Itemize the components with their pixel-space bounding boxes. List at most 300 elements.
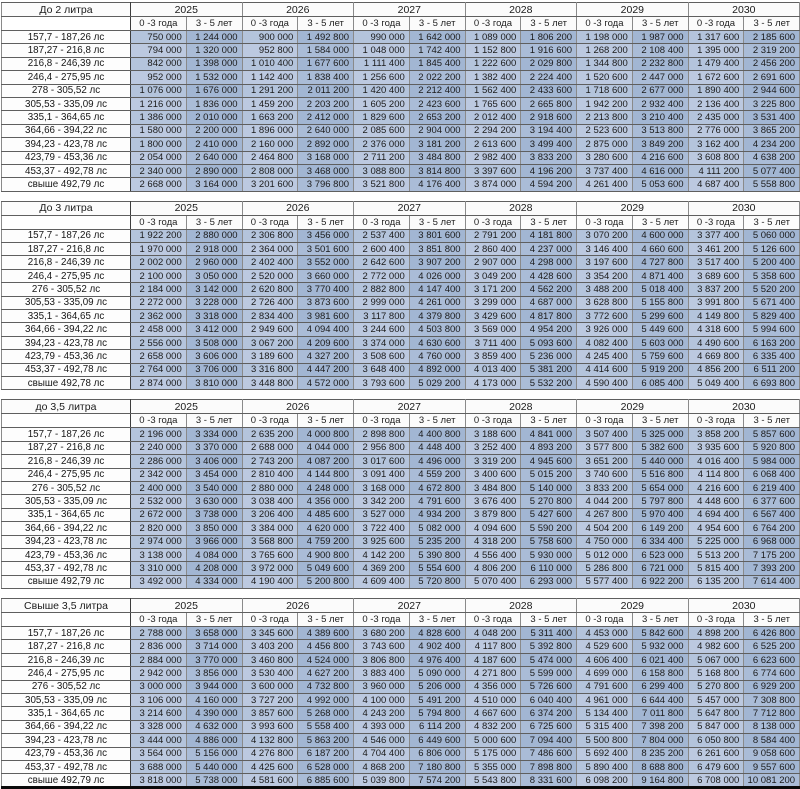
fee-cell: 5 206 000: [409, 680, 465, 693]
fee-cell: 4 453 000: [577, 627, 633, 640]
power-range-label: 335,1 - 364,65 лс: [2, 310, 131, 323]
table-row: [2, 468, 800, 481]
fee-cell: 4 727 800: [632, 256, 688, 269]
fee-cell: 5 932 000: [632, 640, 688, 653]
fee-cell: 2 672 000: [131, 508, 187, 521]
power-range-label: 453,37 - 492,78 лс: [2, 363, 131, 376]
age-header: 0 -3 года: [242, 414, 298, 428]
fee-cell: 4 327 200: [298, 350, 354, 363]
fee-cell: 2 306 800: [242, 229, 298, 242]
fee-cell: 1 111 400: [354, 57, 410, 70]
year-header: 2025: [131, 599, 243, 613]
table-row: [2, 323, 800, 336]
fee-cell: 4 318 600: [688, 323, 744, 336]
fee-cell: 5 225 000: [688, 535, 744, 548]
age-header: 0 -3 года: [242, 17, 298, 31]
fee-cell: 2 100 000: [131, 269, 187, 282]
fee-cell: 3 648 400: [354, 363, 410, 376]
fee-cell: 2 029 800: [521, 57, 577, 70]
table-row: [2, 734, 800, 747]
fee-cell: 2 232 800: [632, 57, 688, 70]
fee-cell: 5 156 000: [186, 747, 242, 760]
fee-cell: 4 414 600: [577, 363, 633, 376]
fee-cell: 7 486 600: [521, 747, 577, 760]
fee-cell: 3 856 000: [186, 667, 242, 680]
table-row: [2, 667, 800, 680]
fee-cell: 5 890 400: [577, 760, 633, 773]
fee-cell: 3 857 600: [242, 707, 298, 720]
fee-cell: 3 600 000: [242, 680, 298, 693]
fee-cell: 4 667 600: [465, 707, 521, 720]
fee-cell: 2 613 600: [465, 138, 521, 151]
fee-cell: 750 000: [131, 31, 187, 44]
age-header: 3 - 5 лет: [521, 414, 577, 428]
fee-cell: 3 711 400: [465, 336, 521, 349]
fee-cell: 4 546 000: [354, 734, 410, 747]
fee-cell: 4 660 600: [632, 243, 688, 256]
fee-cell: 4 606 400: [577, 653, 633, 666]
fee-cell: 3 960 000: [354, 680, 410, 693]
fee-cell: 5 049 600: [298, 562, 354, 575]
year-header: 2028: [465, 599, 577, 613]
year-header: 2028: [465, 400, 577, 414]
fee-cell: 4 828 600: [409, 627, 465, 640]
age-header: 0 -3 года: [465, 613, 521, 627]
table-row: [2, 774, 800, 787]
fee-cell: 2 447 000: [632, 71, 688, 84]
fee-cell: 7 175 200: [744, 548, 800, 561]
fee-cell: 4 510 000: [465, 694, 521, 707]
fee-cell: 5 994 600: [744, 323, 800, 336]
table-row: [2, 164, 800, 177]
fee-cell: 5 200 800: [298, 575, 354, 588]
fee-cell: 4 356 000: [298, 495, 354, 508]
table-row: [2, 310, 800, 323]
fee-cell: 3 252 400: [465, 441, 521, 454]
fee-cell: 4 759 200: [298, 535, 354, 548]
fee-cell: 6 479 600: [688, 760, 744, 773]
fee-cell: 4 760 000: [409, 350, 465, 363]
fee-cell: 2 874 000: [131, 376, 187, 389]
fee-cell: 4 245 400: [577, 350, 633, 363]
fee-cell: 5 654 000: [632, 481, 688, 494]
fee-cell: 4 082 400: [577, 336, 633, 349]
fee-cell: 3 484 800: [465, 481, 521, 494]
fee-table-section-3: [1, 399, 800, 589]
power-range-label: 305,53 - 335,09 лс: [2, 97, 131, 110]
fee-cell: 6 158 800: [632, 667, 688, 680]
fee-cell: 3 530 400: [242, 667, 298, 680]
fee-cell: 6 528 000: [298, 760, 354, 773]
power-range-label: 187,27 - 216,8 лс: [2, 243, 131, 256]
fee-cell: 5 577 400: [577, 575, 633, 588]
fee-cell: 3 492 000: [131, 575, 187, 588]
age-header: 0 -3 года: [354, 613, 410, 627]
fee-cell: 1 152 800: [465, 44, 521, 57]
fee-cell: 7 094 400: [521, 734, 577, 747]
fee-cell: 5 815 400: [688, 562, 744, 575]
year-header: 2030: [688, 400, 800, 414]
fee-cell: 5 930 000: [521, 548, 577, 561]
fee-cell: 4 590 400: [577, 376, 633, 389]
fee-cell: 7 393 200: [744, 562, 800, 575]
fee-cell: 4 687 000: [521, 296, 577, 309]
fee-cell: 6 021 400: [632, 653, 688, 666]
fee-table-section-4: [1, 598, 800, 789]
fee-cell: 4 084 000: [186, 548, 242, 561]
fee-cell: 4 160 000: [186, 694, 242, 707]
fee-cell: 6 725 600: [521, 720, 577, 733]
fee-cell: 1 718 600: [577, 84, 633, 97]
fee-cell: 4 190 400: [242, 575, 298, 588]
fee-cell: 1 584 000: [298, 44, 354, 57]
fee-cell: 8 235 200: [632, 747, 688, 760]
fee-cell: 3 727 200: [242, 694, 298, 707]
fee-cell: 2 882 800: [354, 283, 410, 296]
year-header: 2029: [577, 599, 689, 613]
fee-cell: 4 886 000: [186, 734, 242, 747]
fee-cell: 3 850 000: [186, 522, 242, 535]
fee-cell: 2 400 000: [131, 481, 187, 494]
fee-cell: 3 676 400: [465, 495, 521, 508]
fee-cell: 9 058 600: [744, 747, 800, 760]
fee-cell: 6 293 000: [521, 575, 577, 588]
fee-cell: 4 149 800: [688, 310, 744, 323]
fee-cell: 2 362 000: [131, 310, 187, 323]
fee-cell: 4 044 200: [577, 495, 633, 508]
fee-cell: 4 694 400: [688, 508, 744, 521]
fee-cell: 4 298 000: [521, 256, 577, 269]
fee-cell: 2 600 400: [354, 243, 410, 256]
fee-cell: 3 628 800: [577, 296, 633, 309]
fee-cell: 6 050 800: [688, 734, 744, 747]
fee-cell: 2 203 200: [298, 97, 354, 110]
fee-cell: 2 640 000: [186, 151, 242, 164]
fee-cell: 4 216 600: [632, 151, 688, 164]
fee-cell: 5 759 600: [632, 350, 688, 363]
table-row: [2, 747, 800, 760]
fee-cell: 2 224 400: [521, 71, 577, 84]
fee-cell: 3 171 200: [465, 283, 521, 296]
year-header: 2025: [131, 3, 243, 17]
power-range-label: 246,4 - 275,95 лс: [2, 71, 131, 84]
fee-cell: 1 677 600: [298, 57, 354, 70]
year-header: 2029: [577, 400, 689, 414]
age-header: 0 -3 года: [131, 613, 187, 627]
fee-cell: 3 448 800: [242, 376, 298, 389]
fee-cell: 2 668 000: [131, 178, 187, 191]
fee-cell: 1 845 400: [409, 57, 465, 70]
fee-cell: 4 448 600: [688, 495, 744, 508]
fee-cell: 4 490 600: [688, 336, 744, 349]
fee-cell: 4 600 000: [632, 229, 688, 242]
fee-cell: 4 013 400: [465, 363, 521, 376]
section-title: До 2 литра: [2, 3, 131, 17]
fee-cell: 2 932 400: [632, 97, 688, 110]
fee-cell: 4 425 600: [242, 760, 298, 773]
table-row: [2, 269, 800, 282]
year-header: 2026: [242, 599, 354, 613]
fee-cell: 3 521 800: [354, 178, 410, 191]
fee-cell: 6 721 000: [632, 562, 688, 575]
fee-cell: 4 485 600: [298, 508, 354, 521]
fee-cell: 6 929 200: [744, 680, 800, 693]
age-header: 0 -3 года: [688, 414, 744, 428]
fee-cell: 5 355 000: [465, 760, 521, 773]
fee-cell: 3 743 600: [354, 640, 410, 653]
fee-cell: 4 954 200: [521, 323, 577, 336]
fee-cell: 3 859 400: [465, 350, 521, 363]
fee-cell: 3 630 000: [186, 495, 242, 508]
fee-cell: 5 134 400: [577, 707, 633, 720]
fee-cell: 1 048 000: [354, 44, 410, 57]
fee-cell: 5 970 400: [632, 508, 688, 521]
fee-cell: 1 291 200: [242, 84, 298, 97]
age-header: 0 -3 года: [242, 613, 298, 627]
fee-cell: 4 048 200: [465, 627, 521, 640]
fee-cell: 1 479 400: [688, 57, 744, 70]
fee-cell: 3 540 000: [186, 481, 242, 494]
year-header: 2025: [131, 400, 243, 414]
fee-cell: 2 556 000: [131, 336, 187, 349]
fee-cell: 4 261 400: [577, 178, 633, 191]
fee-cell: 3 568 800: [242, 535, 298, 548]
fee-cell: 2 532 000: [131, 495, 187, 508]
fee-cell: 6 523 000: [632, 548, 688, 561]
fee-cell: 4 630 600: [409, 336, 465, 349]
fee-cell: 3 740 600: [577, 468, 633, 481]
fee-cell: 5 599 000: [521, 667, 577, 680]
age-header: 0 -3 года: [465, 17, 521, 31]
fee-cell: 3 049 200: [465, 269, 521, 282]
fee-cell: 2 011 200: [298, 84, 354, 97]
fee-cell: 9 557 600: [744, 760, 800, 773]
fee-cell: 3 499 400: [521, 138, 577, 151]
fee-cell: 5 358 600: [744, 269, 800, 282]
fee-cell: 1 916 600: [521, 44, 577, 57]
fee-cell: 4 791 600: [577, 680, 633, 693]
age-header: 3 - 5 лет: [744, 613, 800, 627]
table-row: [2, 350, 800, 363]
fee-cell: 4 147 400: [409, 283, 465, 296]
fee-cell: 3 925 600: [354, 535, 410, 548]
fee-cell: 4 044 000: [298, 441, 354, 454]
fee-cell: 1 216 000: [131, 97, 187, 110]
fee-cell: 1 580 000: [131, 124, 187, 137]
fee-cell: 2 108 400: [632, 44, 688, 57]
fee-cell: 4 208 000: [186, 562, 242, 575]
table-row: [2, 178, 800, 191]
fee-cell: 1 222 600: [465, 57, 521, 70]
fee-cell: 4 817 800: [521, 310, 577, 323]
fee-cell: 3 765 600: [242, 548, 298, 561]
fee-cell: 2 820 000: [131, 522, 187, 535]
fee-cell: 4 841 000: [521, 428, 577, 441]
fee-cell: 4 732 800: [298, 680, 354, 693]
fee-cell: 4 559 200: [409, 468, 465, 481]
fee-cell: 4 016 400: [688, 455, 744, 468]
label-spacer: [2, 17, 131, 31]
fee-cell: 2 435 000: [688, 111, 744, 124]
fee-cell: 3 833 200: [521, 151, 577, 164]
age-header: 0 -3 года: [354, 17, 410, 31]
fee-cell: 4 638 200: [744, 151, 800, 164]
year-header: 2027: [354, 400, 466, 414]
fee-cell: 2 620 800: [242, 283, 298, 296]
fee-cell: 5 390 800: [409, 548, 465, 561]
fee-cell: 1 089 000: [465, 31, 521, 44]
age-header: 0 -3 года: [242, 215, 298, 229]
label-spacer: [2, 613, 131, 627]
fee-cell: 6 149 200: [632, 522, 688, 535]
fee-cell: 4 581 600: [242, 774, 298, 787]
fee-cell: 4 945 600: [521, 455, 577, 468]
fee-cell: 3 658 000: [186, 627, 242, 640]
fee-cell: 5 558 400: [298, 720, 354, 733]
fee-cell: 3 188 600: [465, 428, 521, 441]
fee-cell: 3 319 200: [465, 455, 521, 468]
age-header-row: [2, 613, 800, 627]
table-row: [2, 57, 800, 70]
table-row: [2, 640, 800, 653]
fee-cell: 2 456 200: [744, 57, 800, 70]
fee-cell: 1 663 200: [242, 111, 298, 124]
fee-cell: 3 328 000: [131, 720, 187, 733]
fee-cell: 3 070 200: [577, 229, 633, 242]
fee-cell: 3 688 000: [131, 760, 187, 773]
table-row: [2, 481, 800, 494]
fee-cell: 5 532 200: [521, 376, 577, 389]
fee-cell: 1 642 000: [409, 31, 465, 44]
fee-cell: 2 904 000: [409, 124, 465, 137]
year-header-row: [2, 201, 800, 215]
fee-cell: 1 800 000: [131, 138, 187, 151]
fee-cell: 952 800: [242, 44, 298, 57]
fee-cell: 3 833 200: [577, 481, 633, 494]
section-title: До 3 литра: [2, 201, 131, 215]
fee-cell: 4 448 400: [409, 441, 465, 454]
power-range-label: 187,27 - 216,8 лс: [2, 441, 131, 454]
fee-cell: 3 991 800: [688, 296, 744, 309]
fee-cell: 3 456 000: [298, 229, 354, 242]
fee-cell: 1 459 200: [242, 97, 298, 110]
fee-cell: 2 884 000: [131, 653, 187, 666]
fee-cell: 1 532 000: [186, 71, 242, 84]
fee-cell: 5 603 000: [632, 336, 688, 349]
age-header: 3 - 5 лет: [632, 215, 688, 229]
table-row: [2, 548, 800, 561]
fee-cell: 3 849 200: [632, 138, 688, 151]
fee-cell: 2 960 000: [186, 256, 242, 269]
fee-cell: 3 722 400: [354, 522, 410, 535]
power-range-label: 335,1 - 364,65 лс: [2, 508, 131, 521]
power-range-label: 453,37 - 492,78 лс: [2, 164, 131, 177]
fee-cell: 2 691 600: [744, 71, 800, 84]
fee-cell: 4 428 600: [521, 269, 577, 282]
fee-cell: 2 635 200: [242, 428, 298, 441]
fee-cell: 4 237 000: [521, 243, 577, 256]
fee-cell: 3 318 000: [186, 310, 242, 323]
fee-cell: 5 513 200: [688, 548, 744, 561]
fee-cell: 2 520 000: [242, 269, 298, 282]
fee-cell: 3 944 000: [186, 680, 242, 693]
fee-cell: 6 922 200: [632, 575, 688, 588]
table-row: [2, 522, 800, 535]
fee-table-section-1: [1, 2, 800, 192]
fee-cell: 6 040 400: [521, 694, 577, 707]
fee-cell: 5 847 000: [688, 720, 744, 733]
label-spacer: [2, 215, 131, 229]
table-row: [2, 71, 800, 84]
power-range-label: 335,1 - 364,65 лс: [2, 707, 131, 720]
fee-cell: 2 999 000: [354, 296, 410, 309]
fee-cell: 2 340 000: [131, 164, 187, 177]
fee-cell: 5 311 400: [521, 627, 577, 640]
fee-cell: 3 858 200: [688, 428, 744, 441]
fee-cell: 3 564 000: [131, 747, 187, 760]
fee-cell: 4 187 600: [465, 653, 521, 666]
table-row: [2, 455, 800, 468]
fee-cell: 4 902 400: [409, 640, 465, 653]
age-header-row: [2, 215, 800, 229]
fee-cell: 1 010 400: [242, 57, 298, 70]
power-range-label: свыше 492,78 лс: [2, 376, 131, 389]
age-header: 0 -3 года: [465, 215, 521, 229]
fee-cell: 2 642 600: [354, 256, 410, 269]
fee-cell: 6 693 800: [744, 376, 800, 389]
fee-cell: 4 243 200: [354, 707, 410, 720]
power-range-label: 423,79 - 453,36 лс: [2, 151, 131, 164]
fee-cell: 3 460 800: [242, 653, 298, 666]
table-row: [2, 124, 800, 137]
fee-cell: 5 236 000: [521, 350, 577, 363]
fee-cell: 6 968 000: [744, 535, 800, 548]
fee-cell: 3 397 600: [465, 164, 521, 177]
age-header: 3 - 5 лет: [186, 613, 242, 627]
fee-cell: 3 310 000: [131, 562, 187, 575]
year-header: 2025: [131, 201, 243, 215]
fee-cell: 4 117 800: [465, 640, 521, 653]
fee-cell: 5 520 200: [744, 283, 800, 296]
power-range-label: свыше 492,79 лс: [2, 575, 131, 588]
fee-cell: 6 098 200: [577, 774, 633, 787]
power-range-label: 246,4 - 275,95 лс: [2, 269, 131, 282]
fee-cell: 4 898 200: [688, 627, 744, 640]
fee-cell: 6 335 400: [744, 350, 800, 363]
fee-cell: 3 181 200: [409, 138, 465, 151]
fee-cell: 2 464 800: [242, 151, 298, 164]
fee-cell: 900 000: [242, 31, 298, 44]
table-row: [2, 151, 800, 164]
fee-cell: 2 240 000: [131, 441, 187, 454]
year-header: 2028: [465, 201, 577, 215]
fee-cell: 4 503 800: [409, 323, 465, 336]
year-header: 2026: [242, 400, 354, 414]
fee-cell: 4 234 200: [744, 138, 800, 151]
fee-cell: 2 918 000: [186, 243, 242, 256]
fee-cell: 4 267 800: [577, 508, 633, 521]
fee-cell: 3 851 800: [409, 243, 465, 256]
fee-cell: 4 806 200: [465, 562, 521, 575]
power-range-label: 157,7 - 187,26 лс: [2, 229, 131, 242]
fee-cell: 4 369 200: [354, 562, 410, 575]
power-range-label: 276 - 305,52 лс: [2, 680, 131, 693]
power-range-label: 423,79 - 453,36 лс: [2, 350, 131, 363]
fee-cell: 2 653 200: [409, 111, 465, 124]
fee-cell: 5 067 000: [688, 653, 744, 666]
fee-cell: 4 173 000: [465, 376, 521, 389]
fee-cell: 5 235 200: [409, 535, 465, 548]
